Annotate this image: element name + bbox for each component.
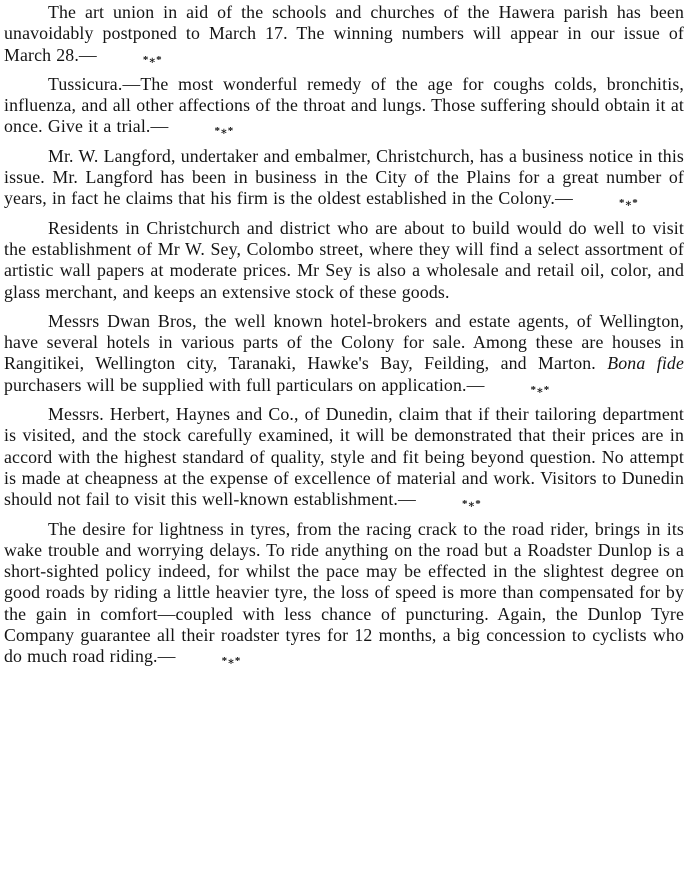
paragraph-text: The art union in aid of the schools and churches of the Hawera parish has been unavoidably postponed to March 17. The winning numbers will appear in our issue of March 28.—	[4, 2, 684, 65]
asterism-ornament: *⁎*	[142, 53, 163, 66]
paragraph-dunlop	[4, 519, 684, 668]
paragraph-dwan-bros	[4, 311, 684, 396]
paragraph-tussicura	[4, 74, 684, 138]
italic-phrase: Bona fide	[607, 353, 684, 374]
paragraph-langford	[4, 146, 684, 210]
asterism-ornament: *⁎*	[221, 655, 242, 668]
paragraph-sey	[4, 218, 684, 303]
paragraph-text: Messrs Dwan Bros, the well known hotel-brokers and estate agents, of Wellington, have several hotels in various parts of the Colony for sale. Among these are houses in Rangitikei, Wellington city, Taranaki, Hawke's Bay, Feilding, and Marton.	[4, 310, 684, 374]
asterism-ornament: *⁎*	[214, 125, 235, 138]
paragraph-text: Messrs. Herbert, Haynes and Co., of Dunedin, claim that if their tailoring department is visited, and the stock carefully examined, it will be demonstrated that their prices are in accord with the highest standard of quality, style and fit being beyond question. No attempt is made at cheapness at the expense of excellence of material and work. Visitors to Dunedin should not fail to visit this well-known establishment.—	[4, 404, 684, 510]
paragraph-herbert-haynes	[4, 404, 684, 510]
asterism-ornament: *⁎*	[530, 383, 551, 396]
paragraph-text: The desire for lightness in tyres, from the racing crack to the road rider, brings in its wake trouble and worrying delays. To ride anything on the road but a Roadster Dunlop is a short-sighted policy indeed, for whilst the pace may be effected in the slightest degree on good roads by riding a little heavier tyre, the loss of speed is more than compensated for by the gain in comfort—coupled with less chance of puncturing. Again, the Dunlop Tyre Company guarantee all their roadster tyres for 12 months, a big concession to cyclists who do much road riding.—	[4, 518, 684, 667]
paragraph-text: Mr. W. Langford, undertaker and embalmer, Christchurch, has a business notice in this issue. Mr. Langford has been in business in the City of the Plains for a great number of years, in fact he claims that his firm is the oldest established in the Colony.—	[4, 145, 684, 209]
paragraph-art-union	[4, 2, 684, 66]
paragraph-text: Residents in Christchurch and district who are about to build would do well to visit the establishment of Mr W. Sey, Colombo street, where they will find a select assortment of artistic wall papers at moderate prices. Mr Sey is also a wholesale and retail oil, color, and glass merchant, and keeps an extensive stock of these goods.	[4, 217, 684, 302]
paragraph-text: Tussicura.—The most wonderful remedy of the age for coughs colds, bronchitis, influenza, and all other affections of the throat and lungs. Those suffering should obtain it at once. Give it a trial.—	[4, 73, 684, 137]
asterism-ornament: *⁎*	[461, 498, 482, 511]
paragraph-text: purchasers will be supplied with full particulars on application.—	[4, 374, 485, 395]
asterism-ornament: *⁎*	[618, 197, 639, 210]
